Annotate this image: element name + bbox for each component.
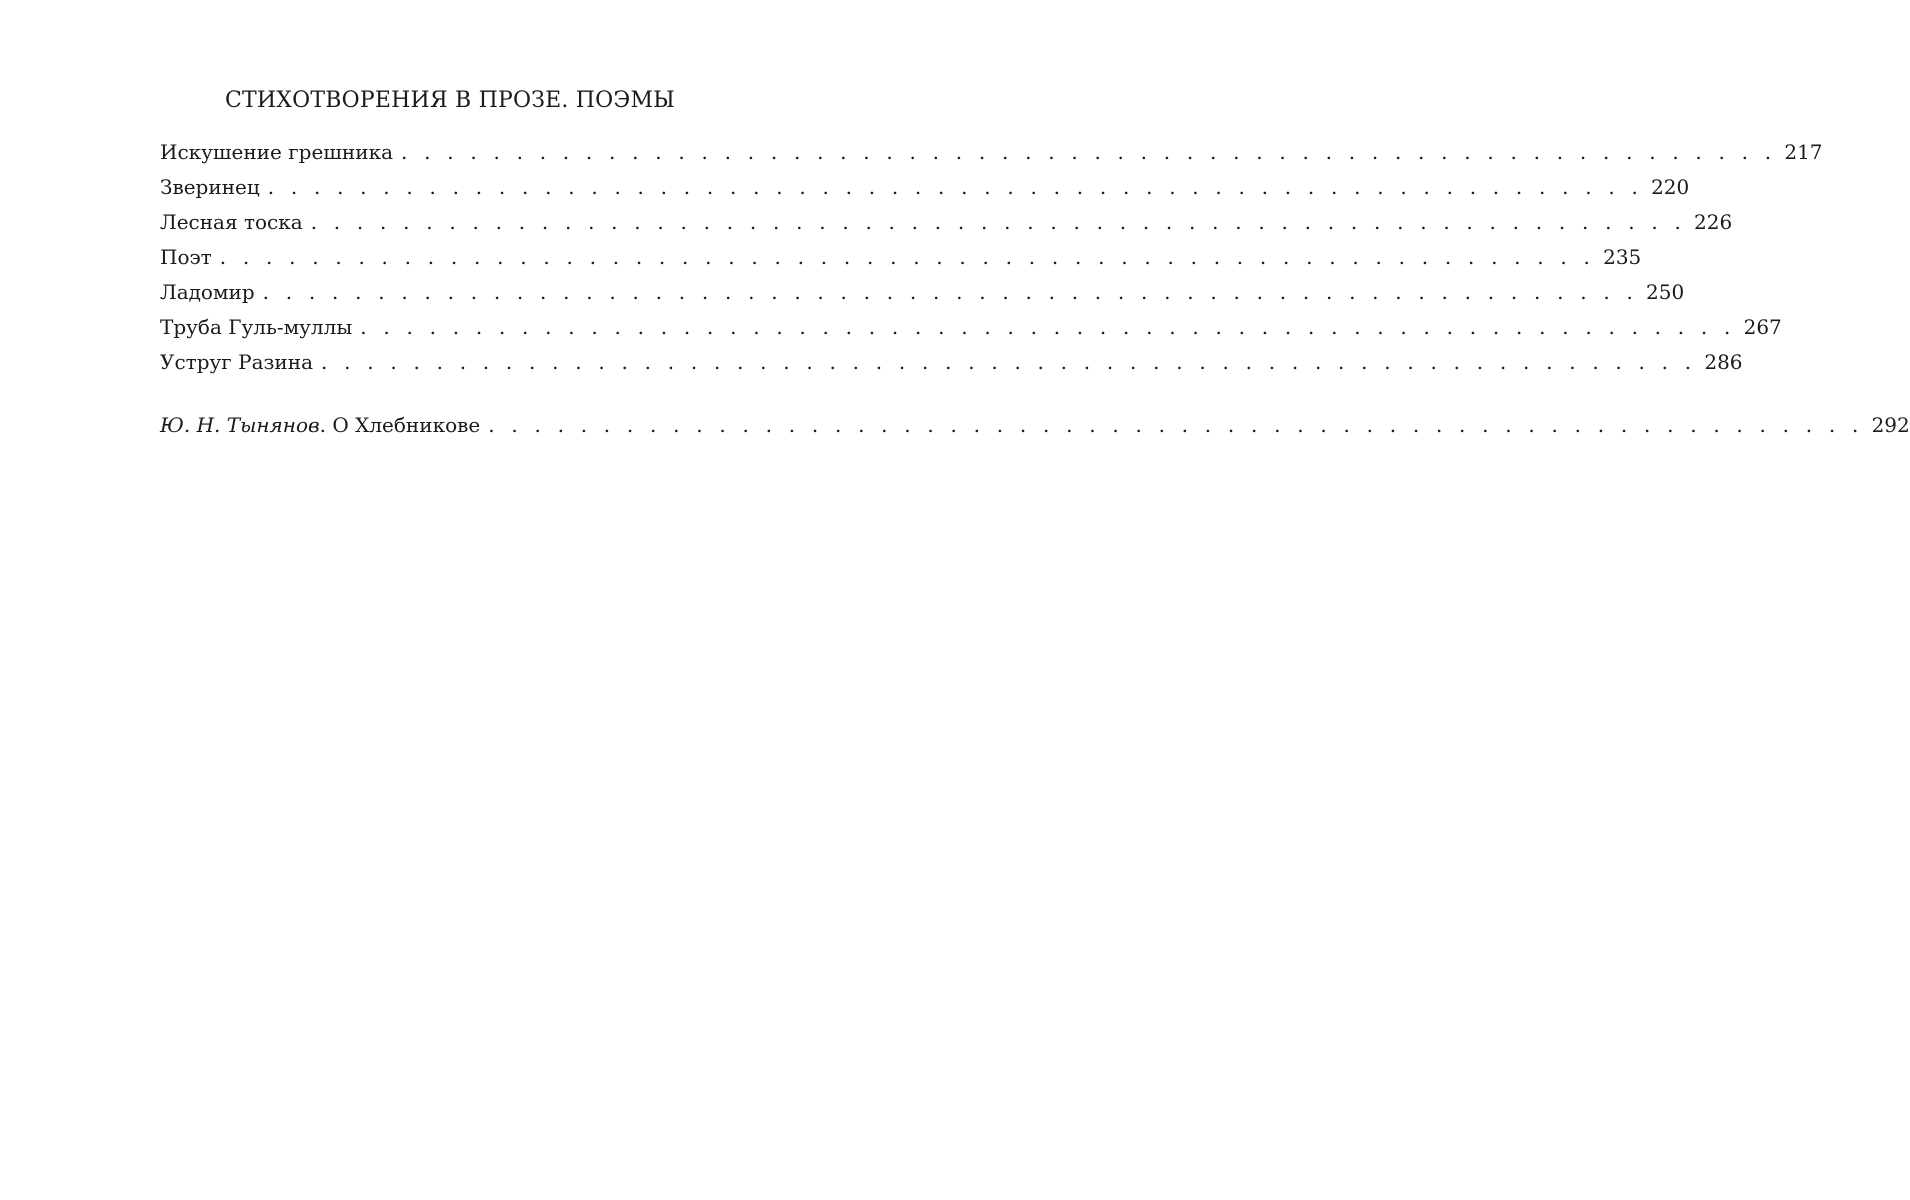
section-spacer bbox=[160, 380, 766, 408]
dot-leader: . . . . . . . . . . . . . . . . . . . . . . . . . . . . . . . . . . . . . . . . . . . . . . . . . . . . . . . . . . . . bbox=[401, 140, 1777, 164]
toc-entry-title: Искушение грешника bbox=[160, 140, 393, 164]
toc-entry-page: 292 bbox=[1871, 413, 1910, 437]
toc-entry-title bbox=[160, 408, 488, 443]
toc-entry bbox=[160, 240, 1642, 275]
toc-entry-page: 220 bbox=[1651, 175, 1690, 199]
toc-entry-page: 235 bbox=[1603, 245, 1642, 269]
dot-leader: . . . . . . . . . . . . . . . . . . . . . . . . . . . . . . . . . . . . . . . . . . . . . . . . . . . . . . . . . . . . bbox=[310, 210, 1687, 234]
toc-entry bbox=[160, 345, 1743, 380]
afterword-separator: . bbox=[319, 413, 326, 437]
toc-entry-page: 286 bbox=[1704, 350, 1743, 374]
toc-entry-title: Ладомир bbox=[160, 280, 255, 304]
toc-entry-page: 250 bbox=[1646, 280, 1685, 304]
dot-leader: . . . . . . . . . . . . . . . . . . . . . . . . . . . . . . . . . . . . . . . . . . . . . . . . . . . . . . . . . . . . bbox=[488, 413, 1864, 437]
toc-entry-title: Лесная тоска bbox=[160, 210, 303, 234]
afterword-title: О Хлебникове bbox=[326, 413, 481, 437]
toc-entry bbox=[160, 275, 1685, 310]
toc-entry-page: 217 bbox=[1784, 140, 1823, 164]
toc-entry-page: 226 bbox=[1694, 210, 1733, 234]
dot-leader: . . . . . . . . . . . . . . . . . . . . . . . . . . . . . . . . . . . . . . . . . . . . . . . . . . . . . . . . . . . . bbox=[267, 175, 1644, 199]
toc-entry bbox=[160, 310, 1782, 345]
table-of-contents bbox=[160, 135, 1910, 443]
toc-entry-page: 267 bbox=[1743, 315, 1782, 339]
dot-leader: . . . . . . . . . . . . . . . . . . . . . . . . . . . . . . . . . . . . . . . . . . . . . . . . . . . . . . . . . . . . bbox=[219, 245, 1596, 269]
afterword-author: Ю. Н. Тынянов bbox=[160, 413, 320, 437]
toc-entry-title: Труба Гуль-муллы bbox=[160, 315, 353, 339]
toc-entry bbox=[160, 205, 1733, 240]
toc-entry-afterword bbox=[160, 408, 1910, 443]
toc-entry bbox=[160, 135, 1823, 170]
dot-leader: . . . . . . . . . . . . . . . . . . . . . . . . . . . . . . . . . . . . . . . . . . . . . . . . . . . . . . . . . . . . bbox=[262, 280, 1639, 304]
toc-entry bbox=[160, 170, 1690, 205]
dot-leader: . . . . . . . . . . . . . . . . . . . . . . . . . . . . . . . . . . . . . . . . . . . . . . . . . . . . . . . . . . . . bbox=[321, 350, 1697, 374]
section-title: СТИХОТВОРЕНИЯ В ПРОЗЕ. ПОЭМЫ bbox=[224, 88, 676, 113]
toc-entry-title: Уструг Разина bbox=[160, 350, 313, 374]
toc-entry-title: Зверинец bbox=[160, 175, 260, 199]
toc-entry-title: Поэт bbox=[160, 245, 212, 269]
dot-leader: . . . . . . . . . . . . . . . . . . . . . . . . . . . . . . . . . . . . . . . . . . . . . . . . . . . . . . . . . . . . bbox=[360, 315, 1736, 339]
